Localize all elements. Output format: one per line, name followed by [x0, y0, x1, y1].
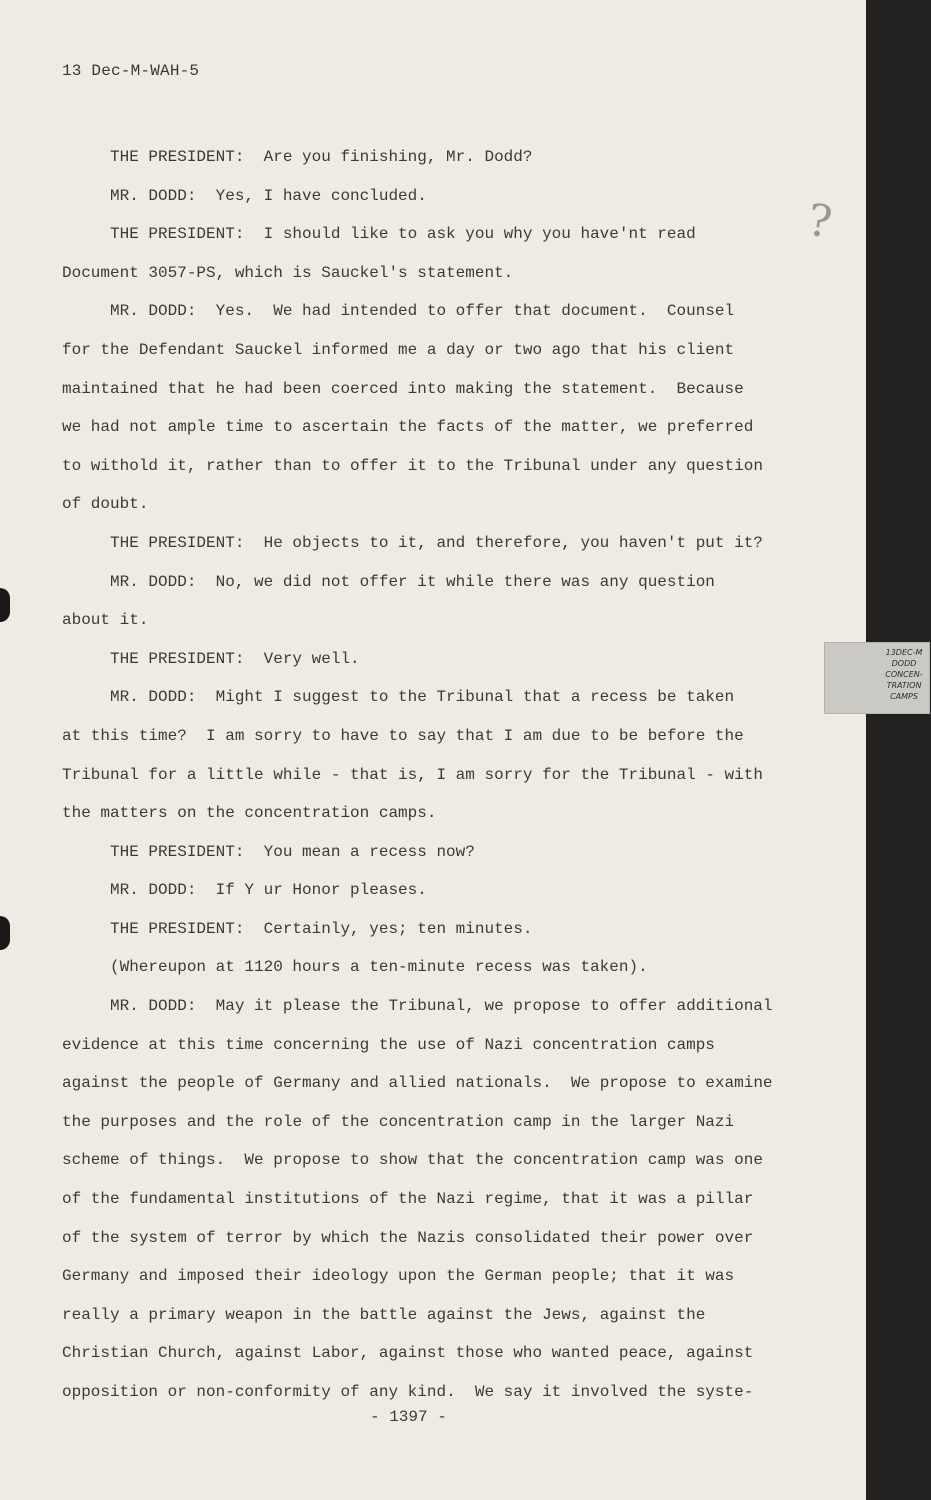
scan-background — [866, 0, 931, 1500]
text-line: MR. DODD: Yes. We had intended to offer that document. Counsel — [110, 302, 735, 321]
text-line: the purposes and the role of the concentration camp in the larger Nazi — [62, 1112, 735, 1131]
page-header: 13 Dec-M-WAH-5 — [62, 62, 200, 80]
handwritten-question-mark: ? — [804, 194, 836, 249]
punch-hole — [0, 916, 10, 950]
text-line: MR. DODD: No, we did not offer it while there was any question — [110, 572, 715, 591]
margin-tab — [824, 642, 930, 714]
text-line: about it. — [62, 611, 149, 630]
text-line: (Whereupon at 1120 hours a ten-minute recess was taken). — [110, 958, 648, 977]
text-line: of the fundamental institutions of the Nazi regime, that it was a pillar — [62, 1190, 754, 1209]
text-line: the matters on the concentration camps. — [62, 804, 437, 823]
text-line: MR. DODD: May it please the Tribunal, we propose to offer additional — [110, 997, 773, 1016]
text-line: MR. DODD: Might I suggest to the Tribunal that a recess be taken — [110, 688, 735, 707]
text-line: we had not ample time to ascertain the facts of the matter, we preferred — [62, 418, 754, 437]
text-line: really a primary weapon in the battle against the Jews, against the — [62, 1305, 706, 1324]
page-number: - 1397 - — [370, 1408, 447, 1426]
text-line: of doubt. — [62, 495, 149, 514]
text-line: THE PRESIDENT: Are you finishing, Mr. Dodd? — [110, 148, 533, 166]
text-line: at this time? I am sorry to have to say that I am due to be before the — [62, 726, 744, 745]
text-line: scheme of things. We propose to show that the concentration camp was one — [62, 1151, 763, 1170]
text-line: MR. DODD: Yes, I have concluded. — [110, 186, 427, 205]
text-line: of the system of terror by which the Nazis consolidated their power over — [62, 1228, 754, 1247]
text-line: THE PRESIDENT: Certainly, yes; ten minutes. — [110, 919, 533, 938]
text-line: THE PRESIDENT: I should like to ask you why you have'nt read — [110, 225, 696, 244]
text-line: opposition or non-conformity of any kind. We say it involved the syste- — [62, 1383, 754, 1401]
text-line: to withold it, rather than to offer it to the Tribunal under any question — [62, 456, 763, 475]
text-line: THE PRESIDENT: He objects to it, and therefore, you haven't put it? — [110, 533, 763, 552]
text-line: for the Defendant Sauckel informed me a day or two ago that his client — [62, 340, 735, 359]
text-line: Germany and imposed their ideology upon the German people; that it was — [62, 1267, 735, 1286]
margin-tab-label: 13DEC-M DODD CONCEN- TRATION CAMPS — [885, 648, 923, 701]
text-line: Document 3057-PS, which is Sauckel's statement. — [62, 263, 514, 282]
text-line: Tribunal for a little while - that is, I am sorry for the Tribunal - with — [62, 765, 763, 784]
transcript-body — [62, 138, 782, 1412]
text-line: against the people of Germany and allied nationals. We propose to examine — [62, 1074, 773, 1093]
text-line: THE PRESIDENT: Very well. — [110, 649, 360, 668]
text-line: maintained that he had been coerced into making the statement. Because — [62, 379, 744, 398]
punch-hole — [0, 588, 10, 622]
text-line: MR. DODD: If Y ur Honor pleases. — [110, 881, 427, 900]
text-line: THE PRESIDENT: You mean a recess now? — [110, 842, 475, 861]
text-line: Christian Church, against Labor, against those who wanted peace, against — [62, 1344, 754, 1363]
text-line: evidence at this time concerning the use of Nazi concentration camps — [62, 1035, 715, 1054]
